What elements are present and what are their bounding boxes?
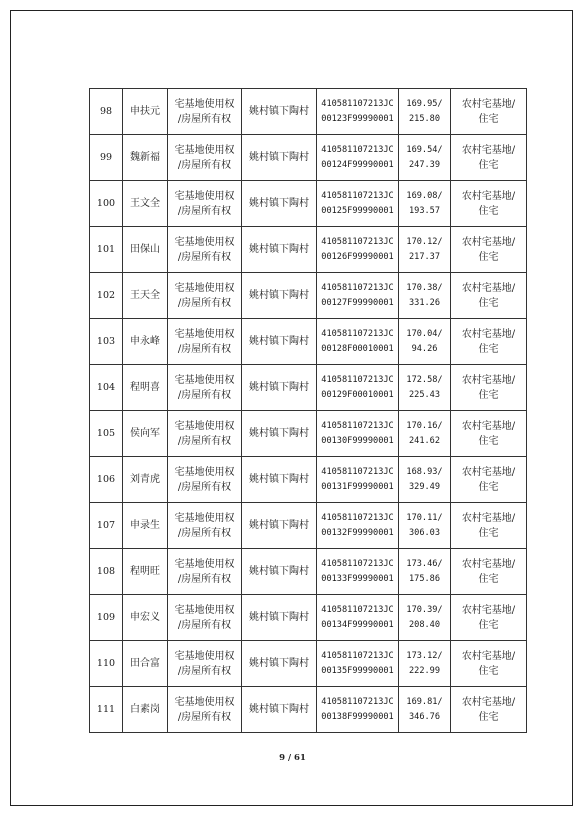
- property-rights-table: [89, 88, 527, 733]
- area-cell-line-2: 329.49: [408, 481, 441, 492]
- owner-name-cell: 田保山: [123, 227, 168, 273]
- table-row: [90, 365, 527, 411]
- location-cell: 姚村镇下陶村: [242, 227, 317, 273]
- parcel-code-cell-line-2: 00128F00010001: [321, 343, 394, 354]
- row-number-cell: 106: [90, 457, 123, 503]
- land-use-cell-line-2: 住宅: [478, 297, 499, 309]
- area-cell-line-1: 169.81/: [406, 696, 443, 707]
- land-use-cell: [451, 273, 527, 319]
- row-number-cell: 99: [90, 135, 123, 181]
- location-cell: 姚村镇下陶村: [242, 641, 317, 687]
- parcel-code-cell: [317, 411, 399, 457]
- owner-name-cell: 王天全: [123, 273, 168, 319]
- parcel-code-cell-line-2: 00129F00010001: [321, 389, 394, 400]
- right-type-cell-line-2: /房屋所有权: [177, 113, 232, 125]
- land-use-cell-line-2: 住宅: [478, 389, 499, 401]
- land-use-cell-line-2: 住宅: [478, 205, 499, 217]
- land-use-cell-line-2: 住宅: [478, 573, 499, 585]
- area-cell: [399, 595, 451, 641]
- land-use-cell-line-2: 住宅: [478, 251, 499, 263]
- land-use-cell-line-1: 农村宅基地/: [461, 144, 516, 156]
- right-type-cell-line-1: 宅基地使用权: [174, 98, 235, 110]
- parcel-code-cell-line-2: 00125F99990001: [321, 205, 394, 216]
- parcel-code-cell: [317, 181, 399, 227]
- owner-name-cell: 申扶元: [123, 89, 168, 135]
- right-type-cell-line-2: /房屋所有权: [177, 665, 232, 677]
- right-type-cell: [168, 181, 242, 227]
- parcel-code-cell-line-1: 410581107213JC: [321, 604, 394, 615]
- land-use-cell-line-1: 农村宅基地/: [461, 512, 516, 524]
- area-cell-line-2: 331.26: [408, 297, 441, 308]
- land-use-cell-line-2: 住宅: [478, 113, 499, 125]
- land-use-cell: [451, 227, 527, 273]
- right-type-cell-line-2: /房屋所有权: [177, 573, 232, 585]
- land-use-cell: [451, 365, 527, 411]
- location-cell: 姚村镇下陶村: [242, 457, 317, 503]
- land-use-cell: [451, 319, 527, 365]
- area-cell: [399, 503, 451, 549]
- parcel-code-cell-line-1: 410581107213JC: [321, 190, 394, 201]
- land-use-cell: [451, 181, 527, 227]
- owner-name-cell: 刘青虎: [123, 457, 168, 503]
- row-number-cell: 110: [90, 641, 123, 687]
- land-use-cell-line-2: 住宅: [478, 159, 499, 171]
- row-number-cell: 104: [90, 365, 123, 411]
- owner-name-cell: 申宏义: [123, 595, 168, 641]
- parcel-code-cell-line-2: 00131F99990001: [321, 481, 394, 492]
- right-type-cell-line-1: 宅基地使用权: [174, 144, 235, 156]
- parcel-code-cell: [317, 549, 399, 595]
- right-type-cell-line-1: 宅基地使用权: [174, 558, 235, 570]
- right-type-cell-line-1: 宅基地使用权: [174, 236, 235, 248]
- area-cell-line-2: 175.86: [408, 573, 441, 584]
- land-use-cell: [451, 549, 527, 595]
- right-type-cell-line-2: /房屋所有权: [177, 389, 232, 401]
- land-use-cell-line-1: 农村宅基地/: [461, 466, 516, 478]
- land-use-cell: [451, 503, 527, 549]
- parcel-code-cell-line-1: 410581107213JC: [321, 328, 394, 339]
- right-type-cell: [168, 457, 242, 503]
- row-number-cell: 98: [90, 89, 123, 135]
- land-use-cell-line-2: 住宅: [478, 711, 499, 723]
- location-cell: 姚村镇下陶村: [242, 273, 317, 319]
- area-cell-line-2: 247.39: [408, 159, 441, 170]
- area-cell: [399, 365, 451, 411]
- owner-name-cell: 申永峰: [123, 319, 168, 365]
- location-cell: 姚村镇下陶村: [242, 411, 317, 457]
- land-use-cell: [451, 595, 527, 641]
- area-cell: [399, 181, 451, 227]
- right-type-cell: [168, 687, 242, 733]
- parcel-code-cell-line-2: 00138F99990001: [321, 711, 394, 722]
- row-number-cell: 111: [90, 687, 123, 733]
- owner-name-cell: 程明喜: [123, 365, 168, 411]
- area-cell-line-2: 241.62: [408, 435, 441, 446]
- area-cell-line-2: 208.40: [408, 619, 441, 630]
- right-type-cell: [168, 135, 242, 181]
- location-cell: 姚村镇下陶村: [242, 503, 317, 549]
- location-cell: 姚村镇下陶村: [242, 319, 317, 365]
- right-type-cell-line-2: /房屋所有权: [177, 527, 232, 539]
- parcel-code-cell-line-2: 00130F99990001: [321, 435, 394, 446]
- right-type-cell-line-2: /房屋所有权: [177, 251, 232, 263]
- land-use-cell-line-1: 农村宅基地/: [461, 328, 516, 340]
- right-type-cell: [168, 89, 242, 135]
- parcel-code-cell: [317, 595, 399, 641]
- area-cell: [399, 89, 451, 135]
- land-use-cell-line-1: 农村宅基地/: [461, 190, 516, 202]
- row-number-cell: 103: [90, 319, 123, 365]
- right-type-cell-line-1: 宅基地使用权: [174, 466, 235, 478]
- location-cell: 姚村镇下陶村: [242, 89, 317, 135]
- land-use-cell-line-1: 农村宅基地/: [461, 236, 516, 248]
- parcel-code-cell: [317, 89, 399, 135]
- right-type-cell: [168, 273, 242, 319]
- row-number-cell: 100: [90, 181, 123, 227]
- right-type-cell-line-2: /房屋所有权: [177, 343, 232, 355]
- parcel-code-cell-line-1: 410581107213JC: [321, 558, 394, 569]
- land-use-cell-line-2: 住宅: [478, 665, 499, 677]
- right-type-cell-line-1: 宅基地使用权: [174, 420, 235, 432]
- area-cell-line-1: 170.38/: [406, 282, 443, 293]
- table-row: [90, 641, 527, 687]
- right-type-cell-line-1: 宅基地使用权: [174, 282, 235, 294]
- area-cell-line-1: 170.12/: [406, 236, 443, 247]
- right-type-cell-line-2: /房屋所有权: [177, 297, 232, 309]
- right-type-cell-line-2: /房屋所有权: [177, 159, 232, 171]
- location-cell: 姚村镇下陶村: [242, 181, 317, 227]
- land-use-cell-line-1: 农村宅基地/: [461, 420, 516, 432]
- parcel-code-cell-line-1: 410581107213JC: [321, 236, 394, 247]
- area-cell: [399, 273, 451, 319]
- parcel-code-cell: [317, 319, 399, 365]
- table-row: [90, 457, 527, 503]
- right-type-cell-line-1: 宅基地使用权: [174, 604, 235, 616]
- area-cell-line-2: 306.03: [408, 527, 441, 538]
- right-type-cell-line-2: /房屋所有权: [177, 711, 232, 723]
- table-body: [90, 89, 527, 733]
- right-type-cell-line-1: 宅基地使用权: [174, 374, 235, 386]
- area-cell-line-1: 173.46/: [406, 558, 443, 569]
- table-row: [90, 549, 527, 595]
- land-use-cell-line-1: 农村宅基地/: [461, 604, 516, 616]
- area-cell: [399, 687, 451, 733]
- right-type-cell-line-2: /房屋所有权: [177, 435, 232, 447]
- parcel-code-cell-line-1: 410581107213JC: [321, 512, 394, 523]
- table-row: [90, 687, 527, 733]
- land-use-cell-line-1: 农村宅基地/: [461, 696, 516, 708]
- location-cell: 姚村镇下陶村: [242, 595, 317, 641]
- parcel-code-cell: [317, 365, 399, 411]
- parcel-code-cell-line-2: 00126F99990001: [321, 251, 394, 262]
- land-use-cell: [451, 89, 527, 135]
- parcel-code-cell-line-2: 00127F99990001: [321, 297, 394, 308]
- area-cell-line-2: 225.43: [408, 389, 441, 400]
- area-cell: [399, 227, 451, 273]
- table-row: [90, 227, 527, 273]
- area-cell-line-1: 170.04/: [406, 328, 443, 339]
- land-use-cell: [451, 135, 527, 181]
- parcel-code-cell-line-1: 410581107213JC: [321, 466, 394, 477]
- land-use-cell: [451, 641, 527, 687]
- parcel-code-cell: [317, 641, 399, 687]
- location-cell: 姚村镇下陶村: [242, 135, 317, 181]
- land-use-cell-line-1: 农村宅基地/: [461, 558, 516, 570]
- table-row: [90, 411, 527, 457]
- land-use-cell-line-2: 住宅: [478, 619, 499, 631]
- location-cell: 姚村镇下陶村: [242, 549, 317, 595]
- parcel-code-cell: [317, 457, 399, 503]
- owner-name-cell: 申录生: [123, 503, 168, 549]
- land-use-cell: [451, 411, 527, 457]
- area-cell-line-2: 193.57: [408, 205, 441, 216]
- parcel-code-cell: [317, 503, 399, 549]
- area-cell-line-1: 173.12/: [406, 650, 443, 661]
- area-cell-line-1: 170.39/: [406, 604, 443, 615]
- area-cell-line-1: 169.54/: [406, 144, 443, 155]
- page-number: 9 / 61: [279, 753, 306, 763]
- area-cell-line-2: 217.37: [408, 251, 441, 262]
- owner-name-cell: 魏新福: [123, 135, 168, 181]
- right-type-cell-line-1: 宅基地使用权: [174, 650, 235, 662]
- land-use-cell-line-2: 住宅: [478, 481, 499, 493]
- location-cell: 姚村镇下陶村: [242, 687, 317, 733]
- parcel-code-cell-line-2: 00134F99990001: [321, 619, 394, 630]
- parcel-code-cell: [317, 135, 399, 181]
- row-number-cell: 101: [90, 227, 123, 273]
- right-type-cell: [168, 227, 242, 273]
- area-cell-line-1: 170.11/: [406, 512, 443, 523]
- area-cell-line-1: 170.16/: [406, 420, 443, 431]
- owner-name-cell: 白素岗: [123, 687, 168, 733]
- right-type-cell: [168, 319, 242, 365]
- location-cell: 姚村镇下陶村: [242, 365, 317, 411]
- table-row: [90, 181, 527, 227]
- row-number-cell: 108: [90, 549, 123, 595]
- table-row: [90, 319, 527, 365]
- parcel-code-cell-line-2: 00123F99990001: [321, 113, 394, 124]
- parcel-code-cell-line-1: 410581107213JC: [321, 696, 394, 707]
- area-cell: [399, 641, 451, 687]
- area-cell-line-2: 346.76: [408, 711, 441, 722]
- right-type-cell-line-2: /房屋所有权: [177, 481, 232, 493]
- area-cell: [399, 549, 451, 595]
- area-cell-line-1: 169.95/: [406, 98, 443, 109]
- land-use-cell: [451, 457, 527, 503]
- right-type-cell: [168, 503, 242, 549]
- land-use-cell-line-1: 农村宅基地/: [461, 282, 516, 294]
- parcel-code-cell: [317, 687, 399, 733]
- parcel-code-cell-line-1: 410581107213JC: [321, 98, 394, 109]
- right-type-cell: [168, 595, 242, 641]
- right-type-cell-line-2: /房屋所有权: [177, 619, 232, 631]
- area-cell-line-1: 169.08/: [406, 190, 443, 201]
- row-number-cell: 107: [90, 503, 123, 549]
- right-type-cell: [168, 365, 242, 411]
- right-type-cell-line-1: 宅基地使用权: [174, 190, 235, 202]
- table-row: [90, 273, 527, 319]
- owner-name-cell: 侯向军: [123, 411, 168, 457]
- land-use-cell-line-2: 住宅: [478, 435, 499, 447]
- right-type-cell: [168, 549, 242, 595]
- land-use-cell-line-1: 农村宅基地/: [461, 374, 516, 386]
- right-type-cell-line-1: 宅基地使用权: [174, 696, 235, 708]
- parcel-code-cell-line-1: 410581107213JC: [321, 144, 394, 155]
- land-use-cell-line-1: 农村宅基地/: [461, 98, 516, 110]
- land-use-cell-line-1: 农村宅基地/: [461, 650, 516, 662]
- row-number-cell: 105: [90, 411, 123, 457]
- row-number-cell: 102: [90, 273, 123, 319]
- parcel-code-cell-line-2: 00132F99990001: [321, 527, 394, 538]
- table-row: [90, 595, 527, 641]
- owner-name-cell: 程明旺: [123, 549, 168, 595]
- area-cell: [399, 319, 451, 365]
- parcel-code-cell-line-2: 00124F99990001: [321, 159, 394, 170]
- area-cell: [399, 457, 451, 503]
- right-type-cell: [168, 641, 242, 687]
- right-type-cell-line-1: 宅基地使用权: [174, 512, 235, 524]
- table-row: [90, 89, 527, 135]
- parcel-code-cell-line-2: 00135F99990001: [321, 665, 394, 676]
- parcel-code-cell-line-1: 410581107213JC: [321, 374, 394, 385]
- area-cell-line-2: 215.80: [408, 113, 441, 124]
- parcel-code-cell-line-1: 410581107213JC: [321, 282, 394, 293]
- table-row: [90, 135, 527, 181]
- parcel-code-cell-line-1: 410581107213JC: [321, 420, 394, 431]
- area-cell: [399, 135, 451, 181]
- right-type-cell-line-2: /房屋所有权: [177, 205, 232, 217]
- land-use-cell: [451, 687, 527, 733]
- owner-name-cell: 王文全: [123, 181, 168, 227]
- parcel-code-cell: [317, 273, 399, 319]
- table-row: [90, 503, 527, 549]
- right-type-cell: [168, 411, 242, 457]
- area-cell-line-1: 172.58/: [406, 374, 443, 385]
- land-use-cell-line-2: 住宅: [478, 527, 499, 539]
- row-number-cell: 109: [90, 595, 123, 641]
- parcel-code-cell-line-2: 00133F99990001: [321, 573, 394, 584]
- area-cell-line-1: 168.93/: [406, 466, 443, 477]
- area-cell: [399, 411, 451, 457]
- area-cell-line-2: 94.26: [411, 343, 438, 354]
- right-type-cell-line-1: 宅基地使用权: [174, 328, 235, 340]
- land-use-cell-line-2: 住宅: [478, 343, 499, 355]
- parcel-code-cell: [317, 227, 399, 273]
- parcel-code-cell-line-1: 410581107213JC: [321, 650, 394, 661]
- owner-name-cell: 田合富: [123, 641, 168, 687]
- area-cell-line-2: 222.99: [408, 665, 441, 676]
